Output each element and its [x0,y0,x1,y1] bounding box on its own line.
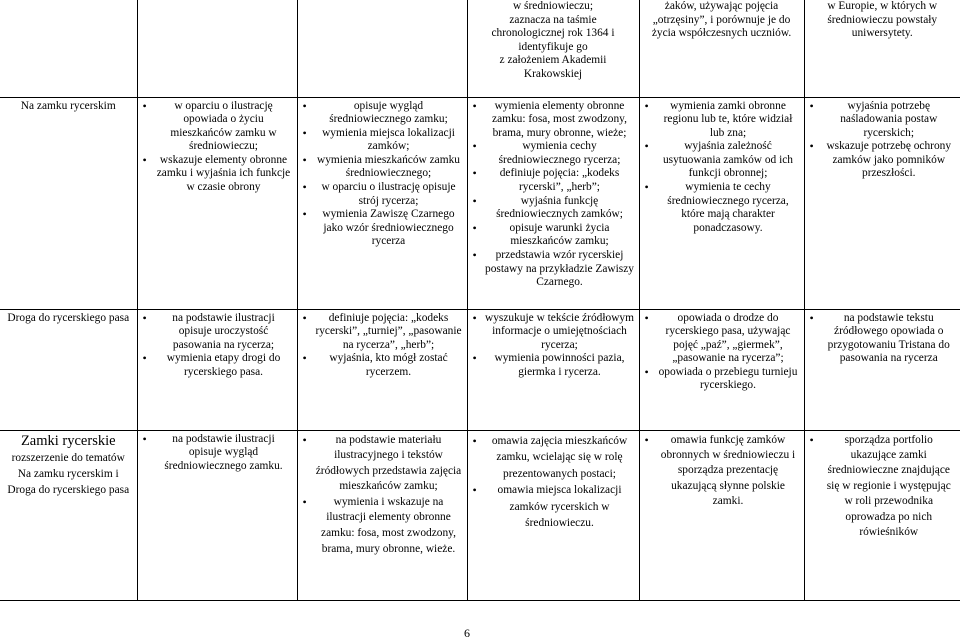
topic-title-cell [0,309,137,430]
table-cell [639,0,804,97]
list-item: • wyjaśnia, kto mógł zostać rycerzem. [302,352,463,379]
list-item: • definiuje pojęcia: „kodeks rycerski”, „turniej”, „pasowanie na rycerza”, „herb”; [302,312,463,353]
table-cell [467,309,639,430]
table-cell [0,0,137,97]
list-item: • wymienia zamki obronne regionu lub te, które widział lub zna; [644,100,800,141]
list-item: • wymienia etapy drogi do rycerskiego pasa. [142,352,293,379]
table-cell [297,97,467,309]
table-cell [467,0,639,97]
list-item: • w oparciu o ilustrację opisuje strój rycerza; [302,181,463,208]
table-row [0,309,960,430]
list-item: • na podstawie ilustracji opisuje uroczystość pasowania na rycerza; [142,312,293,353]
list-item: • wyjaśnia zależność usytuowania zamków od ich funkcji obronnej; [644,140,800,181]
list-item: • wymienia Zawiszę Czarnego jako wzór średniowiecznego rycerza [302,208,463,249]
list-item: • wyjaśnia funkcję średniowiecznych zamków; [472,195,635,222]
table-row [0,0,960,97]
cell-line: zaznacza na taśmie chronologicznej rok 1364 i identyfikuje go [491,13,615,53]
list-item: • na podstawie ilustracji opisuje wygląd średniowiecznego zamku. [142,433,293,474]
list-item: • wymienia te cechy średniowiecznego rycerza, które mają charakter ponadczasowy. [644,181,800,235]
table-cell [297,430,467,600]
table-cell [137,430,297,600]
list-item: • wymienia i wskazuje na ilustracji elementy obronne zamku: fosa, most zwodzony, brama, mury obronne, wieże. [302,495,463,557]
list-item: • sporządza portfolio ukazujące zamki średniowieczne znajdujące się w regionie i występując w roli przewodnika oprowadza po nich rówieśników [809,433,957,541]
cell-line: w Europie, w których w średniowieczu powstały uniwersytety. [827,0,938,40]
list-item: • opisuje wygląd średniowiecznego zamku; [302,100,463,127]
table-cell [804,430,960,600]
list-item: • definiuje pojęcia: „kodeks rycerski”, „herb”; [472,167,635,194]
list-item: • omawia zajęcia mieszkańców zamku, wcielając się w rolę prezentowanych postaci; [472,433,635,483]
list-item: • omawia miejsca lokalizacji zamków rycerskich w średniowieczu. [472,482,635,532]
table-cell [804,0,960,97]
table-row [0,430,960,600]
list-item: • wymienia powinności pazia, giermka i rycerza. [472,352,635,379]
page-number: 6 [464,626,470,640]
list-item: • wymienia miejsca lokalizacji zamków; [302,127,463,154]
topic-title-cell [0,97,137,309]
cell-line: w średniowieczu; [512,0,594,12]
table-cell [137,309,297,430]
cell-line: z założeniem Akademii Krakowskiej [499,54,607,80]
list-item: • wyjaśnia potrzebę naśladowania postaw rycerskich; [809,100,957,141]
list-item: • wymienia elementy obronne zamku: fosa, most zwodzony, brama, mury obronne, wieże; [472,100,635,141]
table-cell [137,97,297,309]
table-cell [467,430,639,600]
list-item: • na podstawie materiału ilustracyjnego i tekstów źródłowych przedstawia zajęcia mieszkańców zamku; [302,433,463,495]
cell-line: żaków, używając pojęcia „otrzęsiny”, i porównuje je do życia współczesnych uczniów. [651,0,792,40]
list-item: • opowiada o drodze do rycerskiego pasa, używając pojęć „paź”, „giermek”, „pasowanie na rycerza”; [644,312,800,366]
list-item: • wskazuje elementy obronne zamku i wyjaśnia ich funkcje w czasie obrony [142,154,293,195]
table-row [0,97,960,309]
table-cell [467,97,639,309]
table-cell [137,0,297,97]
table-cell [639,309,804,430]
table-cell [804,309,960,430]
list-item: • wyszukuje w tekście źródłowym informacje o umiejętnościach rycerza; [472,312,635,353]
list-item: • przedstawia wzór rycerskiej postawy na przykładzie Zawiszy Czarnego. [472,249,635,290]
table-cell [639,430,804,600]
topic-title: Zamki rycerskie [20,432,116,449]
list-item: • opisuje warunki życia mieszkańców zamku; [472,222,635,249]
table-cell [804,97,960,309]
list-item: • wymienia cechy średniowiecznego rycerza; [472,140,635,167]
table-cell [639,97,804,309]
topic-title: Droga do rycerskiego pasa [7,311,130,324]
list-item: • opowiada o przebiegu turnieju rycerskiego. [644,366,800,393]
list-item: • na podstawie tekstu źródłowego opowiada o przygotowaniu Tristana do pasowania na rycerza [809,312,957,366]
list-item: • w oparciu o ilustrację opowiada o życiu mieszkańców zamku w średniowieczu; [142,100,293,154]
table-cell [297,0,467,97]
topic-title: Na zamku rycerskim [20,99,116,112]
list-item: • wymienia mieszkańców zamku średniowiecznego; [302,154,463,181]
list-item: • omawia funkcję zamków obronnych w średniowieczu i sporządza prezentację ukazującą słynne polskie zamki. [644,433,800,510]
table-cell [297,309,467,430]
topic-title-cell [0,430,137,600]
list-item: • wskazuje potrzebę ochrony zamków jako pomników przeszłości. [809,140,957,181]
topic-subtitle: rozszerzenie do tematów Na zamku rycerskim i Droga do rycerskiego pasa [7,451,130,496]
